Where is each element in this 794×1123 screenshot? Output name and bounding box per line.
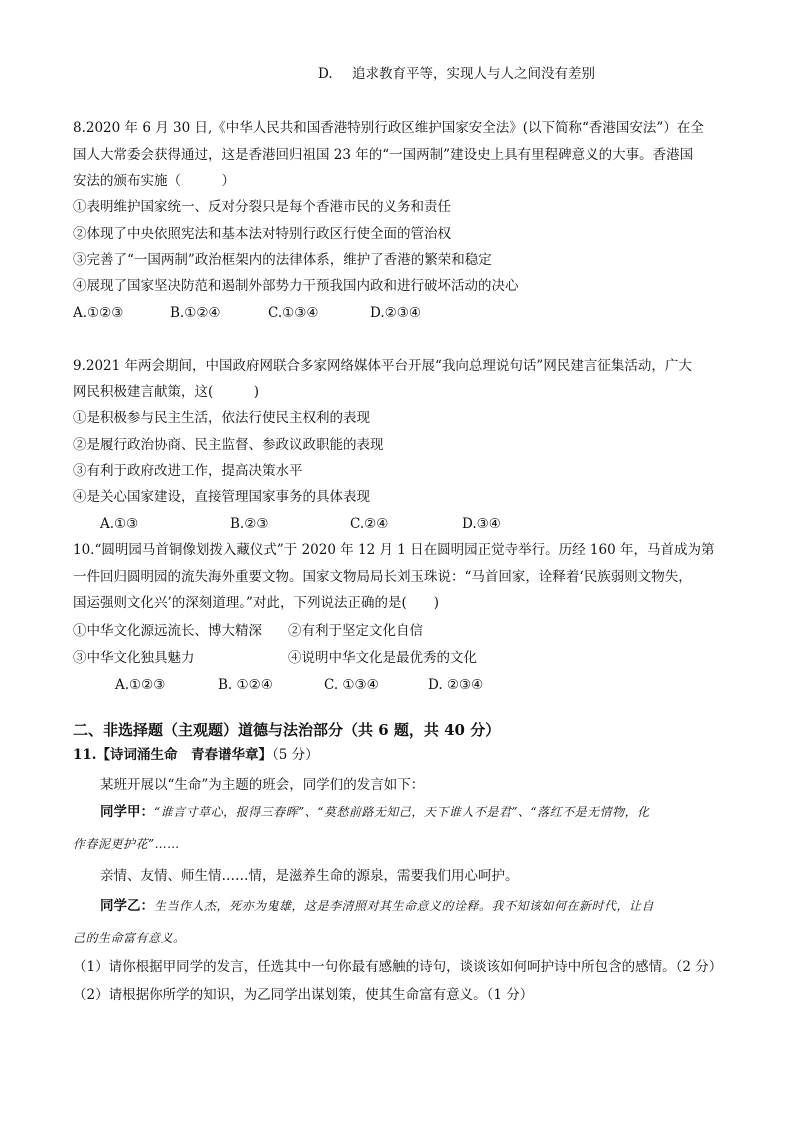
student-a-quote-1: “谁言寸草心，报得三春晖”、“莫愁前路无知己，天下谁人不是君”、“落红不是无情物，化 (154, 805, 650, 819)
q8-item-4: ④展现了国家坚决防范和遏制外部势力干预我国内政和进行破坏活动的决心 (73, 278, 519, 294)
q10-item-3: ③中华文化独具魅力 (73, 650, 195, 666)
q8-choice-b: B.①②④ (170, 305, 221, 321)
q10-item-4: ④说明中华文化是最优秀的文化 (288, 650, 477, 666)
q9-choice-c: C.②④ (350, 516, 389, 532)
q9-stem-line-2: 网民积极建言献策，这( ) (73, 384, 260, 400)
q9-choice-a: A.①③ (100, 516, 139, 532)
q8-item-3: ③完善了“一国两制”政治框架内的法律体系，维护了香港的繁荣和稳定 (73, 252, 492, 268)
q8-choice-a: A.①②③ (73, 305, 124, 321)
q8-choice-d: D.②③④ (370, 305, 421, 321)
q9-item-4: ④是关心国家建设，直接管理国家事务的具体表现 (73, 489, 370, 505)
q11-sub-question-1: （1）请你根据甲同学的发言，任选其中一句你最有感触的诗句，谈谈该如何呵护诗中所包含的感情。（2 分） (73, 959, 723, 975)
q8-item-2: ②体现了中央依照宪法和基本法对特别行政区行使全面的管治权 (73, 226, 451, 242)
q8-stem-line-2: 国人大常委会获得通过，这是香港回归祖国 23 年的“一国两制”建设史上具有里程碑意义的大事。香港国 (73, 147, 694, 163)
q8-stem-line-1: 8.2020 年 6 月 30 日,《中华人民共和国香港特别行政区维护国家安全法》(以下简称“香港国安法”）在全 (73, 120, 704, 136)
student-b-label: 同学乙： (100, 898, 154, 914)
q9-choice-b: B.②③ (230, 516, 269, 532)
q11-sub-question-2: （2）请根据你所学的知识，为乙同学出谋划策，使其生命富有意义。（1 分） (73, 987, 534, 1003)
student-a-label: 同学甲： (100, 804, 154, 820)
q10-stem-line-1: 10.“圆明园马首铜像划拨入藏仪式”于 2020 年 12 月 1 日在圆明园正觉寺举行。历经 160 年，马首成为第 (73, 542, 715, 558)
q10-choice-a: A.①②③ (115, 677, 166, 693)
q11-heading (73, 745, 319, 765)
section-2-heading: 二、非选择题（主观题）道德与法治部分（共 6 题，共 40 分） (73, 721, 501, 739)
q8-choice-c: C.①③④ (268, 305, 319, 321)
q11-score: （5 分） (272, 747, 319, 763)
student-b-quote-1: 生当作人杰，死亦为鬼雄，这是李清照对其生命意义的诠释。我不知该如何在新时代，让自 (154, 899, 655, 913)
q10-stem-line-2: 一件回归圆明园的流失海外重要文物。国家文物局局长刘玉珠说：“马首回家，诠释着‘民族弱则文物失， (73, 569, 692, 585)
q8-item-1: ①表明维护国家统一、反对分裂只是每个香港市民的义务和责任 (73, 199, 451, 215)
q8-stem-line-3: 安法的颁布实施（ ） (73, 173, 235, 189)
option-d-letter: D. (318, 66, 333, 82)
q11-student-b-line-1 (100, 896, 654, 916)
q11-title: 11.【诗词涌生命 青春谱华章】 (73, 747, 272, 763)
student-a-quote-2: 作春泥更护花”…… (73, 837, 180, 851)
q10-item-2: ②有利于坚定文化自信 (288, 623, 423, 639)
q10-choice-d: D. ②③④ (428, 677, 484, 693)
q11-intro: 某班开展以“生命”为主题的班会，同学们的发言如下： (100, 777, 425, 793)
option-d-text: 追求教育平等，实现人与人之间没有差别 (352, 66, 595, 82)
q9-item-3: ③有利于政府改进工作，提高决策水平 (73, 463, 303, 479)
q9-choice-d: D.③④ (462, 516, 501, 532)
student-a-paragraph: 亲情、友情、师生情……情，是滋养生命的源泉，需要我们用心呵护。 (100, 868, 519, 884)
q10-stem-line-3: 国运强则文化兴’的深刻道理。”对此，下列说法正确的是( ) (73, 595, 439, 611)
student-b-quote-2: 己的生命富有意义。 (73, 931, 186, 945)
q10-choice-b: B. ①②④ (218, 677, 273, 693)
q9-item-2: ②是履行政治协商、民主监督、参政议政职能的表现 (73, 437, 384, 453)
q11-student-a-line-1 (100, 802, 650, 822)
q9-item-1: ①是积极参与民主生活，依法行使民主权利的表现 (73, 410, 370, 426)
q10-item-1: ①中华文化源远流长、博大精深 (73, 623, 262, 639)
q10-choice-c: C. ①③④ (324, 677, 379, 693)
q9-stem-line-1: 9.2021 年两会期间，中国政府网联合多家网络媒体平台开展“我向总理说句话”网民建言征集活动，广大 (73, 358, 692, 374)
